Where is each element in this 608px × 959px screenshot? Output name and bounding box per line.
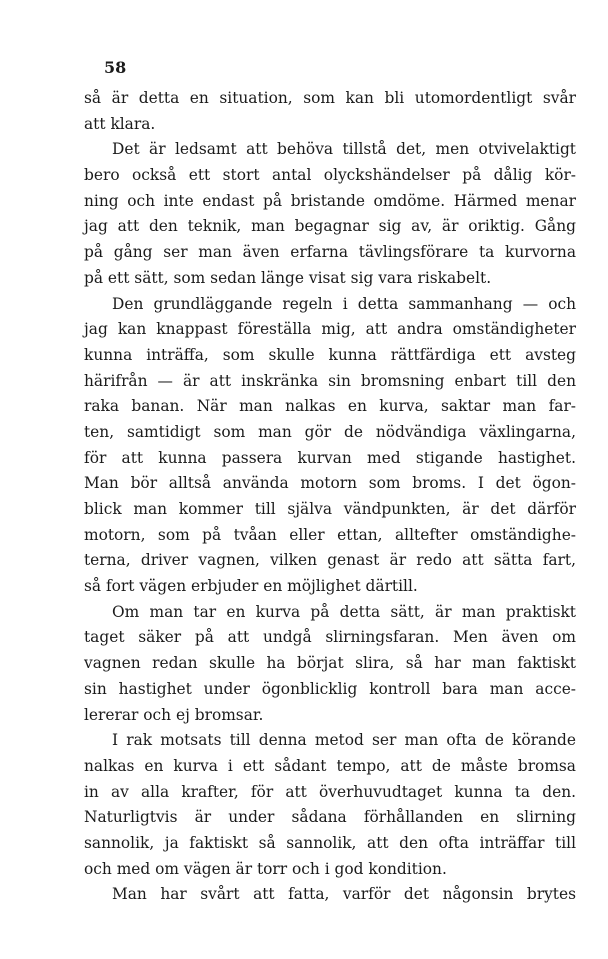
text-line: kunna inträffa, som skulle kunna rättfärdiga ett avsteg	[84, 345, 576, 364]
text-line: Den grundläggande regeln i detta sammanhang — och	[112, 294, 576, 313]
text-line: Naturligtvis är under sådana förhållanden en slirning	[84, 808, 576, 827]
text-line: jag att den teknik, man begagnar sig av, är oriktig. Gång	[84, 217, 576, 236]
text-line: blick man kommer till själva vändpunkten, är det därför	[84, 500, 576, 518]
text-line: raka banan. När man nalkas en kurva, saktar man far-	[84, 397, 576, 416]
text-line: och med om vägen är torr och i god kondition.	[84, 859, 447, 878]
text-line: Det är ledsamt att behöva tillstå det, men otvivelaktigt	[112, 140, 576, 159]
text-line: in av alla krafter, för att överhuvudtaget kunna ta den.	[84, 782, 576, 801]
text-line: för att kunna passera kurvan med stigande hastighet.	[84, 448, 576, 467]
text-line: motorn, som på tvåan eller ettan, alltefter omständighe-	[84, 525, 576, 544]
text-line: härifrån — är att inskränka sin bromsning enbart till den	[84, 371, 576, 390]
text-line: ning och inte endast på bristande omdöme. Härmed menar	[84, 191, 576, 210]
text-line: sannolik, ja faktiskt så sannolik, att den ofta inträffar till	[84, 833, 576, 852]
text-line: I rak motsats till denna metod ser man ofta de körande	[112, 731, 576, 750]
text-line: så är detta en situation, som kan bli utomordentligt svår	[84, 89, 576, 107]
text-line: att klara.	[84, 114, 156, 133]
text-line: så fort vägen erbjuder en möjlighet därtill.	[84, 577, 418, 596]
text-line: Man har svårt att fatta, varför det någonsin brytes	[112, 885, 576, 904]
text-line: terna, driver vagnen, vilken genast är redo att sätta fart,	[84, 551, 576, 570]
text-line: bero också ett stort antal olyckshändelser på dålig kör-	[84, 166, 576, 185]
text-line: nalkas en kurva i ett sådant tempo, att de måste bromsa	[84, 756, 576, 775]
text-line: jag kan knappast föreställa mig, att andra omständigheter	[84, 320, 576, 339]
text-line: vagnen redan skulle ha börjat slira, så har man faktiskt	[84, 654, 576, 673]
text-line: på gång ser man även erfarna tävlingsförare ta kurvorna	[84, 243, 576, 262]
page-number: 58	[104, 58, 127, 77]
text-line: lererar och ej bromsar.	[84, 705, 264, 724]
text-line: Man bör alltså använda motorn som broms. I det ögon-	[84, 474, 576, 493]
text-line: sin hastighet under ögonblicklig kontroll bara man acce-	[84, 679, 576, 698]
body-text	[84, 86, 576, 908]
text-line: på ett sätt, som sedan länge visat sig vara riskabelt.	[84, 268, 492, 287]
text-line: Om man tar en kurva på detta sätt, är man praktiskt	[112, 602, 576, 621]
text-line: taget säker på att undgå slirningsfaran. Men även om	[84, 628, 576, 647]
text-line: ten, samtidigt som man gör de nödvändiga växlingarna,	[84, 422, 576, 441]
